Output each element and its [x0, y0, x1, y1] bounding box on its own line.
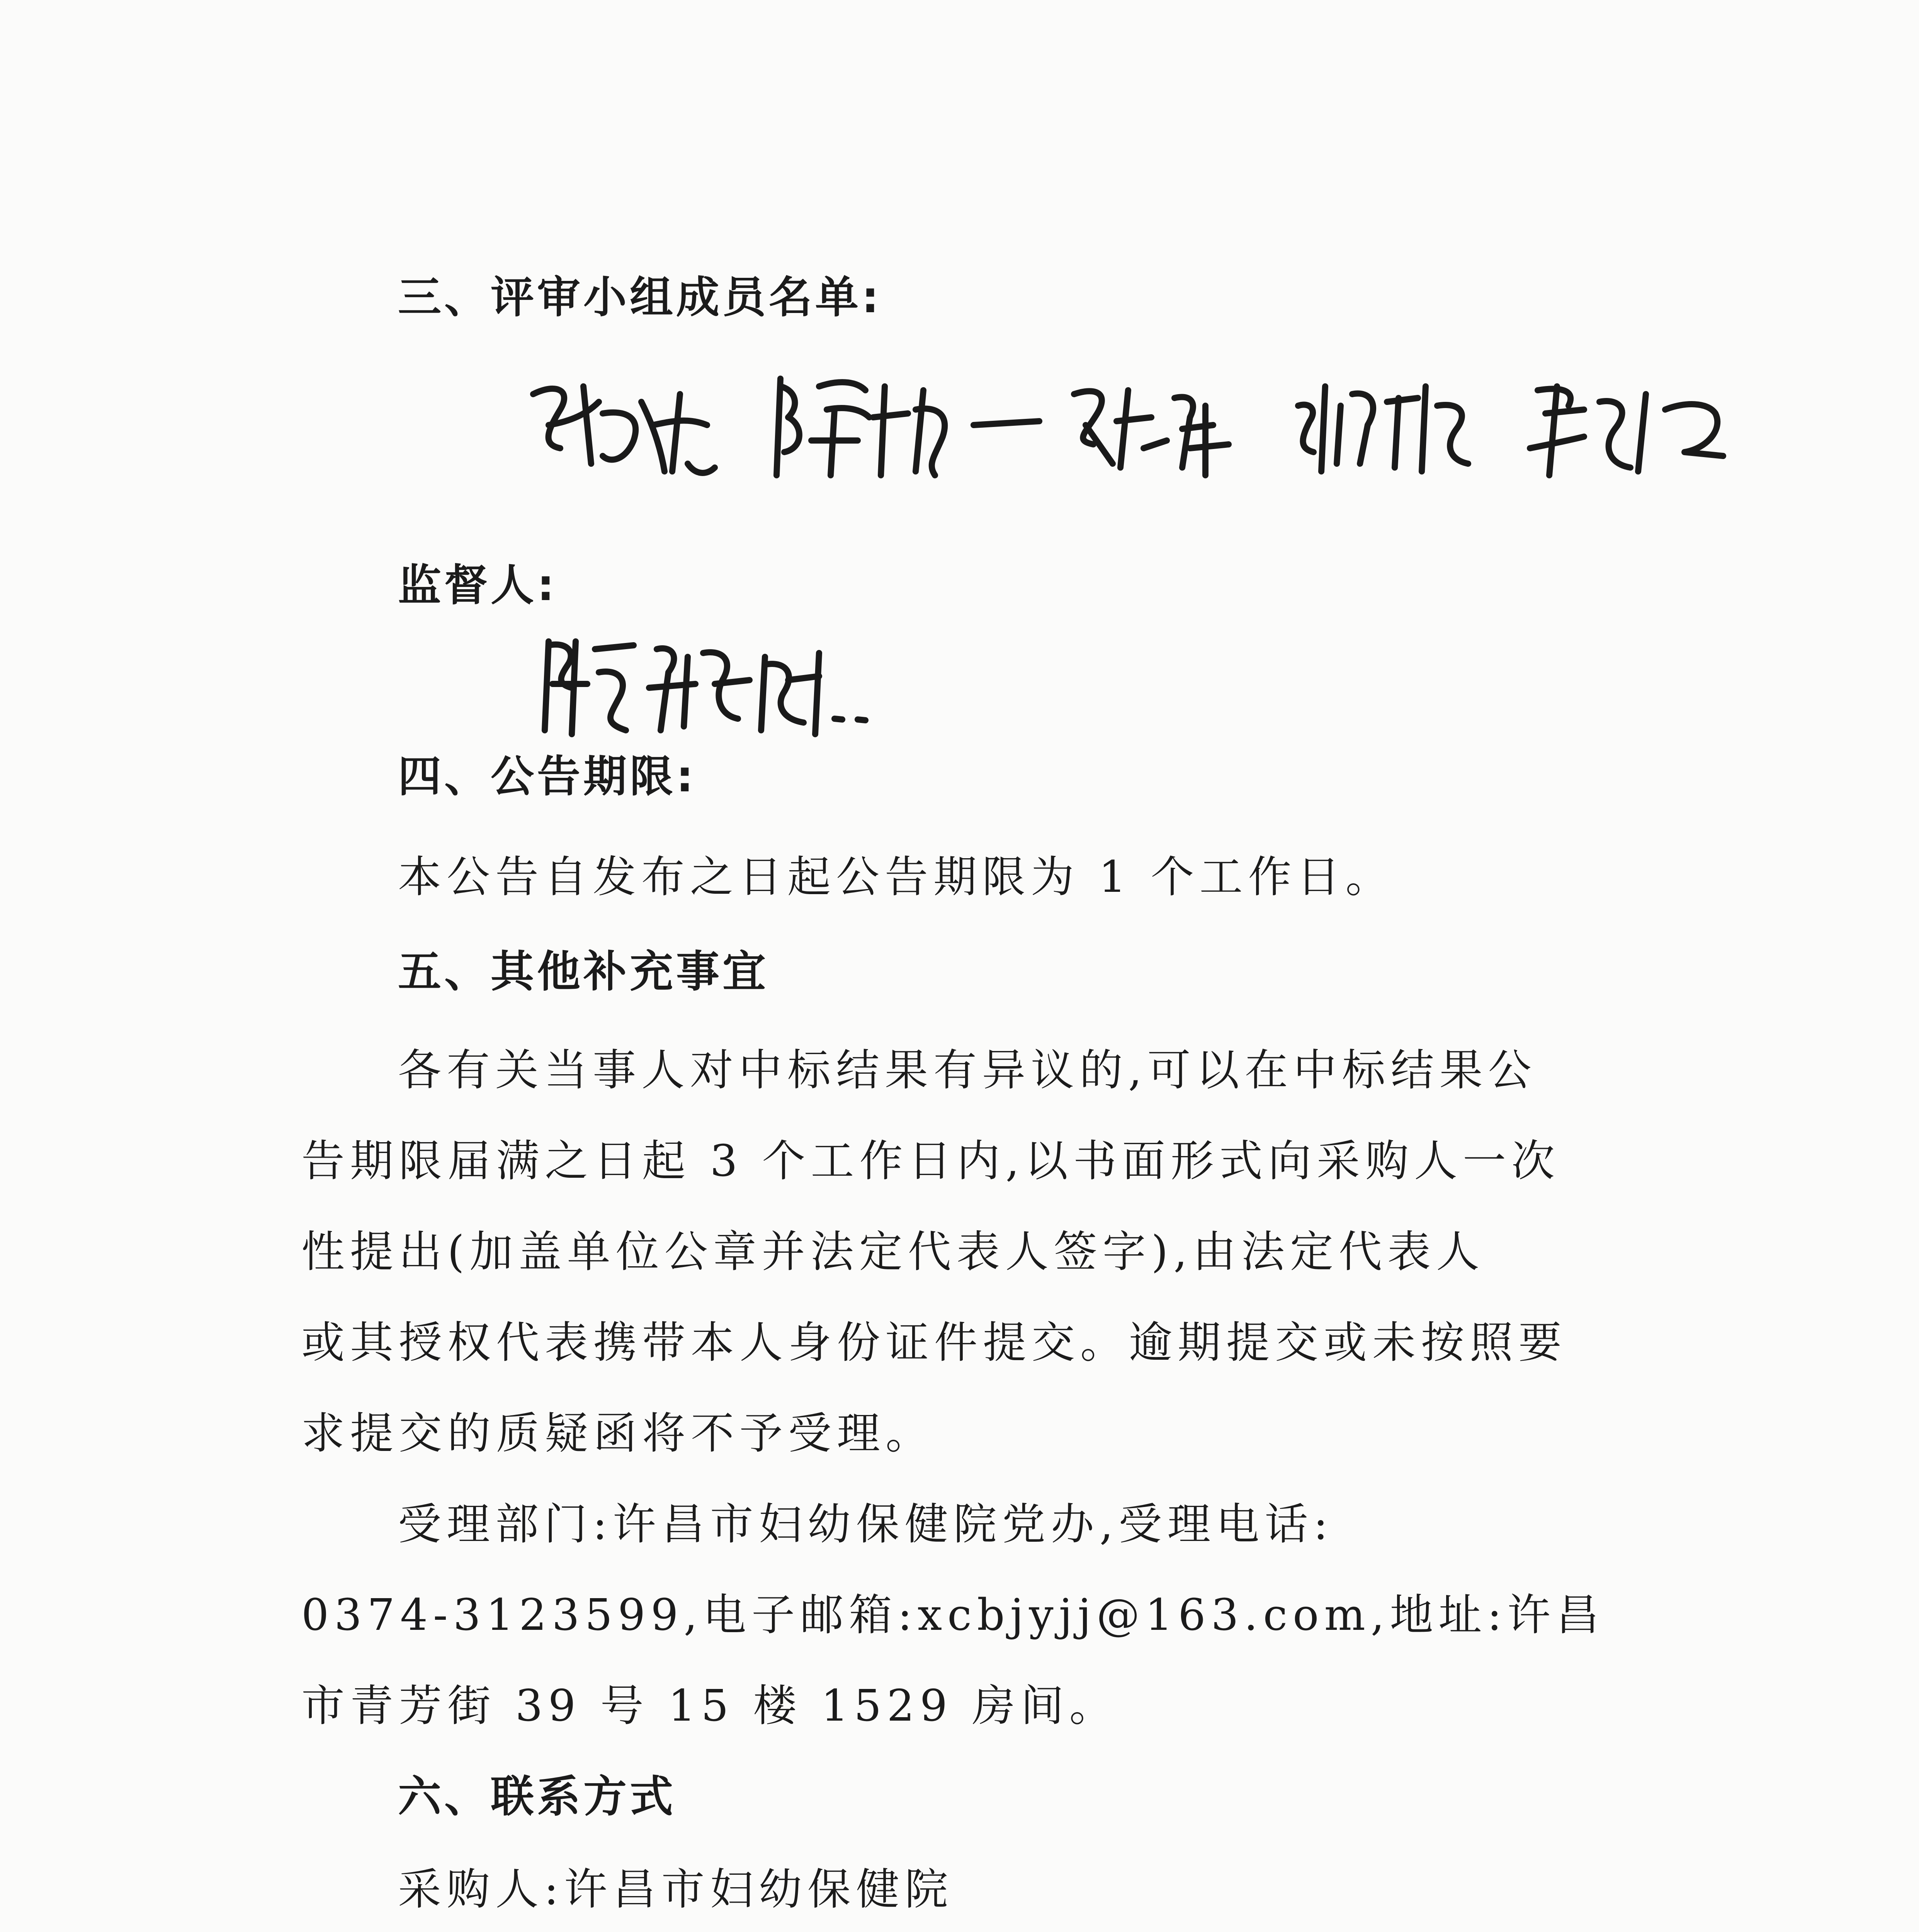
- section5-para2-line1: 受理部门:许昌市妇幼保健院党办,受理电话:: [398, 1499, 1334, 1549]
- section5-para2-line3: 市青芳街 39 号 15 楼 1529 房间。: [301, 1681, 1118, 1731]
- section5-para2-line2: 0374-3123599,电子邮箱:xcbjyjj@163.com,地址:许昌: [301, 1590, 1605, 1640]
- section3-heading: 三、评审小组成员名单:: [398, 272, 882, 323]
- section5-para1-line1: 各有关当事人对中标结果有异议的,可以在中标结果公: [398, 1045, 1537, 1095]
- supervisor-label: 监督人:: [398, 560, 558, 611]
- purchaser-line: 采购人:许昌市妇幼保健院: [398, 1864, 954, 1915]
- section5-para1-line3: 性提出(加盖单位公章并法定代表人签字),由法定代表人: [301, 1227, 1485, 1277]
- section6-heading: 六、联系方式: [398, 1772, 676, 1822]
- review-panel-signatures: [525, 348, 1762, 495]
- section5-para1-line5: 求提交的质疑函将不予受理。: [301, 1408, 934, 1459]
- section5-heading: 五、其他补充事宜: [398, 947, 769, 997]
- section5-para1-line4: 或其授权代表携带本人身份证件提交。逾期提交或未按照要: [301, 1318, 1567, 1368]
- section4-heading: 四、公告期限:: [398, 752, 697, 802]
- section5-para1-line2: 告期限届满之日起 3 个工作日内,以书面形式向采购人一次: [301, 1136, 1560, 1186]
- section4-text: 本公告自发布之日起公告期限为 1 个工作日。: [398, 852, 1394, 902]
- supervisor-signature: [533, 618, 881, 742]
